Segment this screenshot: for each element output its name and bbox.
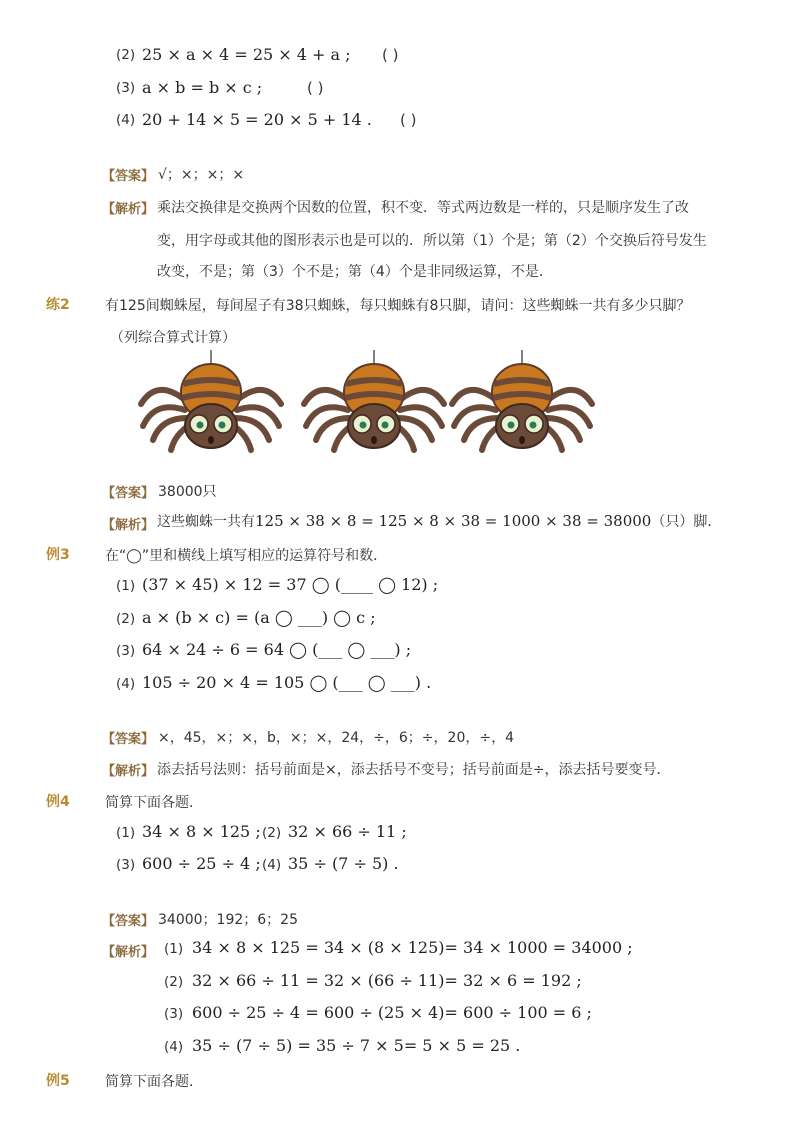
ex4-analysis-num: (1)	[164, 941, 184, 957]
spider-illustration	[298, 348, 450, 456]
answer-tag: 【答案】	[102, 169, 155, 184]
q1-item-num: (3)	[116, 80, 136, 96]
analysis-line: 乘法交换律是交换两个因数的位置，积不变．等式两边数是一样的，只是顺序发生了改	[157, 200, 689, 216]
ex4-item-num: (2)	[262, 825, 282, 841]
ex4-analysis-expr: 600 ÷ 25 ÷ 4 = 600 ÷ (25 × 4)= 600 ÷ 100 = 6 ;	[192, 1003, 592, 1022]
q1-item-num: (2)	[116, 47, 136, 63]
ex3-item-num: (1)	[116, 578, 136, 594]
analysis-tag: 【解析】	[102, 764, 155, 779]
question-text: 在“◯”里和横线上填写相应的运算符号和数．	[105, 548, 388, 564]
ex4-item-expr: 34 × 8 × 125 ;	[142, 822, 261, 841]
answer-text: ×，45，×；×，b，×；×，24，÷，6；÷，20，÷，4	[158, 730, 514, 746]
question-text: 简算下面各题．	[105, 1074, 203, 1090]
ex4-item-num: (4)	[262, 857, 282, 873]
ex4-analysis-expr: 35 ÷ (7 ÷ 5) = 35 ÷ 7 × 5= 5 × 5 = 25 .	[192, 1036, 521, 1055]
practice-label: 练2	[46, 297, 70, 313]
answer-tag: 【答案】	[102, 486, 155, 501]
analysis-prefix: 这些蜘蛛一共有	[157, 514, 255, 530]
analysis-expr: 125 × 38 × 8 = 125 × 8 × 38 = 1000 × 38 = 38000	[255, 512, 652, 530]
ex4-analysis-num: (3)	[164, 1006, 184, 1022]
analysis-tag: 【解析】	[102, 945, 155, 960]
ex4-analysis-num: (2)	[164, 974, 184, 990]
q1-item-blank[interactable]: ( )	[400, 111, 417, 129]
ex3-item-num: (2)	[116, 611, 136, 627]
q1-item-expr: a × b = b × c ;	[142, 78, 263, 97]
q1-item-expr: 25 × a × 4 = 25 × 4 + a ;	[142, 45, 351, 64]
ex3-item-num: (4)	[116, 676, 136, 692]
q1-item-blank[interactable]: ( )	[382, 46, 399, 64]
ex4-item-expr: 32 × 66 ÷ 11 ;	[288, 822, 407, 841]
ex4-item-expr: 600 ÷ 25 ÷ 4 ;	[142, 854, 261, 873]
ex4-analysis-expr: 32 × 66 ÷ 11 = 32 × (66 ÷ 11)= 32 × 6 = 192 ;	[192, 971, 582, 990]
analysis-line: 变，用字母或其他的图形表示也是可以的．所以第（1）个是；第（2）个交换后符号发生	[157, 233, 707, 249]
ex4-item-num: (1)	[116, 825, 136, 841]
analysis-suffix: （只）脚．	[651, 514, 722, 530]
ex3-item-expr: 105 ÷ 20 × 4 = 105 ◯ (___ ◯ ___) .	[142, 673, 432, 692]
question-text: 简算下面各题．	[105, 795, 203, 811]
example-label: 例5	[46, 1073, 70, 1089]
question-hint: （列综合算式计算）	[110, 330, 236, 346]
analysis-line: 添去括号法则：括号前面是×，添去括号不变号；括号前面是÷，添去括号要变号．	[157, 762, 671, 778]
analysis-line	[157, 511, 721, 531]
example-label: 例3	[46, 547, 70, 563]
answer-text: √；×；×；×	[158, 167, 245, 183]
question-text: 有125间蜘蛛屋，每间屋子有38只蜘蛛，每只蜘蛛有8只脚，请问：这些蜘蛛一共有多少只脚？	[105, 298, 691, 314]
ex4-analysis-expr: 34 × 8 × 125 = 34 × (8 × 125)= 34 × 1000 = 34000 ;	[192, 938, 633, 957]
ex3-item-expr: 64 × 24 ÷ 6 = 64 ◯ (___ ◯ ___) ;	[142, 640, 412, 659]
spider-illustration	[135, 348, 287, 456]
ex3-item-expr: (37 × 45) × 12 = 37 ◯ (____ ◯ 12) ;	[142, 575, 439, 594]
answer-tag: 【答案】	[102, 732, 155, 747]
analysis-tag: 【解析】	[102, 518, 155, 533]
answer-tag: 【答案】	[102, 914, 155, 929]
analysis-tag: 【解析】	[102, 202, 155, 217]
q1-item-expr: 20 + 14 × 5 = 20 × 5 + 14 .	[142, 110, 372, 129]
ex4-item-num: (3)	[116, 857, 136, 873]
ex4-item-expr: 35 ÷ (7 ÷ 5) .	[288, 854, 399, 873]
q1-item-num: (4)	[116, 112, 136, 128]
spider-illustration	[446, 348, 598, 456]
ex3-item-num: (3)	[116, 643, 136, 659]
answer-text: 34000；192；6；25	[158, 912, 298, 928]
ex4-analysis-num: (4)	[164, 1039, 184, 1055]
example-label: 例4	[46, 794, 70, 810]
q1-item-blank[interactable]: ( )	[307, 79, 324, 97]
analysis-line: 改变，不是；第（3）个不是；第（4）个是非同级运算，不是．	[157, 264, 553, 280]
answer-text: 38000只	[158, 484, 217, 500]
ex3-item-expr: a × (b × c) = (a ◯ ___) ◯ c ;	[142, 608, 376, 627]
